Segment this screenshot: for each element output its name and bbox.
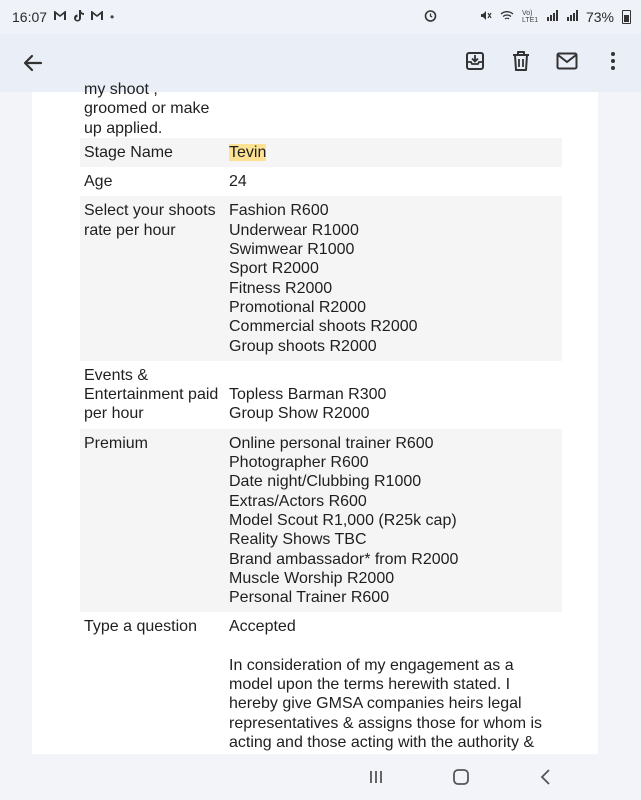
signal-icon xyxy=(546,10,558,24)
list-item: Model Scout R1,000 (R25k cap) xyxy=(229,511,457,529)
system-nav-bar xyxy=(0,754,641,800)
wifi-icon xyxy=(500,10,514,24)
list-item: Swimwear R1000 xyxy=(229,241,355,259)
age-label: Age xyxy=(84,173,113,191)
age-value: 24 xyxy=(229,173,247,191)
paragraph-line: model upon the terms herewith stated. I xyxy=(229,676,511,694)
consent-paragraph xyxy=(229,656,558,752)
delete-button[interactable] xyxy=(509,48,533,74)
list-item: Reality Shows TBC xyxy=(229,531,367,549)
list-item: Brand ambassador* from R2000 xyxy=(229,550,459,568)
list-item: Extras/Actors R600 xyxy=(229,492,367,510)
stage-name-label: Stage Name xyxy=(84,143,173,161)
paragraph-line: In consideration of my engagement as a xyxy=(229,656,514,674)
previous-answer-fragment xyxy=(80,80,562,138)
events-label: Events & Entertainment paid per hour xyxy=(84,366,219,423)
form-table xyxy=(80,80,562,757)
status-left xyxy=(0,9,114,25)
back-nav-button[interactable] xyxy=(534,766,558,788)
status-time: 16:07 xyxy=(12,9,48,25)
mail-icon xyxy=(556,52,578,70)
list-item: Commercial shoots R2000 xyxy=(229,318,418,336)
table-row-shoots xyxy=(80,196,562,360)
list-item: Group shoots R2000 xyxy=(229,337,377,355)
battery-percent: 73% xyxy=(585,9,614,25)
more-options-button[interactable] xyxy=(601,48,625,74)
question-label: Type a question xyxy=(84,618,197,636)
network-label: Vo) LTE1 xyxy=(521,10,539,24)
stage-name-value-cell xyxy=(225,138,562,167)
toolbar-actions xyxy=(463,48,625,74)
stage-name-value: Tevin xyxy=(229,143,267,161)
shoots-values xyxy=(225,196,562,360)
paragraph-line: representatives & assigns those for whom is xyxy=(229,714,543,732)
mark-unread-button[interactable] xyxy=(555,48,579,74)
premium-label: Premium xyxy=(84,434,149,452)
battery-icon xyxy=(622,10,631,24)
list-item: Photographer R600 xyxy=(229,454,369,472)
email-body[interactable] xyxy=(32,81,598,754)
premium-values xyxy=(225,429,562,613)
delete-icon xyxy=(511,50,531,72)
fragment-line: groomed or make xyxy=(84,100,210,118)
paragraph-line: acting and those acting with the authority & xyxy=(229,733,535,751)
list-item: Date night/Clubbing R1000 xyxy=(229,473,422,491)
list-item: Topless Barman R300 xyxy=(229,385,387,403)
home-button[interactable] xyxy=(449,766,473,788)
table-row-age xyxy=(80,167,562,196)
list-item: Fitness R2000 xyxy=(229,279,333,297)
table-row-question xyxy=(80,612,562,757)
table-row-stage-name xyxy=(80,138,562,167)
signal-icon xyxy=(566,10,578,24)
archive-button[interactable] xyxy=(463,48,487,74)
list-item: Online personal trainer R600 xyxy=(229,434,434,452)
list-item: Sport R2000 xyxy=(229,260,319,278)
status-bar xyxy=(0,0,641,34)
table-row-premium xyxy=(80,429,562,613)
list-item: Fashion R600 xyxy=(229,202,329,220)
back-arrow-icon xyxy=(20,50,46,76)
list-item: Muscle Worship R2000 xyxy=(229,569,395,587)
list-item: Underwear R1000 xyxy=(229,221,359,239)
gmail-icon xyxy=(53,10,67,24)
mute-icon xyxy=(479,9,492,25)
paragraph-line: hereby give GMSA companies heirs legal xyxy=(229,695,522,713)
question-values xyxy=(225,612,562,757)
more-vert-icon xyxy=(610,51,616,71)
gmail-icon xyxy=(90,10,104,24)
fragment-line: up applied. xyxy=(84,119,163,137)
back-chevron-icon xyxy=(539,768,553,786)
list-item: Group Show R2000 xyxy=(229,405,370,423)
table-row-events xyxy=(80,361,562,429)
shoots-label: Select your shoots rate per hour xyxy=(84,202,216,239)
notification-dot-icon: • xyxy=(110,10,115,24)
recents-button[interactable] xyxy=(364,766,388,788)
list-item: Promotional R2000 xyxy=(229,298,366,316)
back-button[interactable] xyxy=(20,50,46,76)
list-item: Personal Trainer R600 xyxy=(229,589,390,607)
alarm-icon xyxy=(424,9,437,25)
recents-icon xyxy=(368,769,384,785)
status-right xyxy=(424,9,641,25)
home-icon xyxy=(452,768,470,786)
fragment-line: my shoot , xyxy=(84,81,158,98)
tiktok-icon xyxy=(73,10,84,25)
archive-icon xyxy=(464,50,486,72)
events-values xyxy=(225,361,562,429)
question-value: Accepted xyxy=(229,618,296,636)
